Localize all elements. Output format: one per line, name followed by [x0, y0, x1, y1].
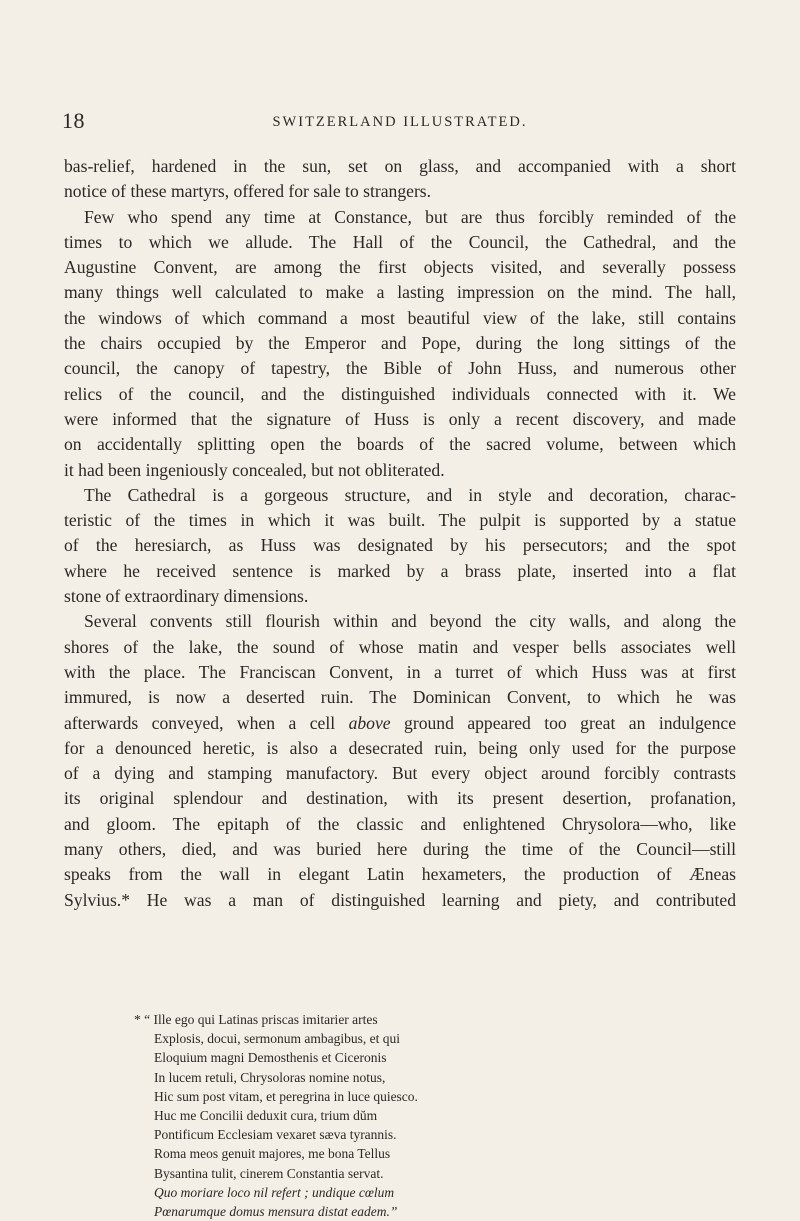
text-line: council, the canopy of tapestry, the Bible of John Huss, and numerous other: [64, 358, 736, 379]
footnote-line: In lucem retuli, Chrysoloras nomine notus,: [154, 1069, 386, 1085]
text-line: notice of these martyrs, offered for sale to strangers.: [64, 181, 432, 202]
text-line: shores of the lake, the sound of whose matin and vesper bells associates well: [64, 636, 736, 657]
text-line: were informed that the signature of Huss is only a recent discovery, and made: [64, 408, 736, 429]
text-line: many things well calculated to make a lasting impression on the mind. The hall,: [64, 282, 736, 303]
text-line-with-emphasis: [64, 711, 736, 736]
text-line: many others, died, and was buried here during the time of the Council—still: [64, 839, 736, 860]
footnote-line: Huc me Concilii deduxit cura, trium dŭm: [154, 1107, 378, 1123]
running-head: SWITZERLAND ILLUSTRATED.: [272, 114, 528, 130]
text-fragment: ground appeared too great an indulgence: [404, 712, 736, 733]
footnote-line: * “ Ille ego qui Latinas priscas imitarier artes: [134, 1012, 378, 1027]
text-line: Few who spend any time at Constance, but are thus forcibly reminded of the: [84, 206, 736, 227]
text-line: on accidentally splitting open the boards of the sacred volume, between which: [64, 434, 736, 455]
footnote-line: Bysantina tulit, cinerem Constantia servat.: [154, 1165, 384, 1181]
text-line: for a denounced heretic, is also a desecrated ruin, being only used for the purpose: [64, 737, 736, 758]
text-line: its original splendour and destination, with its present desertion, profanation,: [64, 788, 736, 809]
text-line: speaks from the wall in elegant Latin hexameters, the production of Æneas: [64, 864, 736, 885]
text-line: Augustine Convent, are among the first objects visited, and severally possess: [64, 257, 736, 278]
page-header: [60, 108, 740, 136]
footnote-line: Pontificum Ecclesiam vexaret sæva tyrannis.: [154, 1127, 397, 1143]
text-line: where he received sentence is marked by a brass plate, inserted into a flat: [64, 560, 736, 581]
text-line: and gloom. The epitaph of the classic and enlightened Chrysolora—who, like: [64, 813, 736, 834]
text-line: of a dying and stamping manufactory. But every object around forcibly contrasts: [64, 763, 736, 784]
text-line: immured, is now a deserted ruin. The Dominican Convent, to which he was: [64, 687, 736, 708]
text-line: bas-relief, hardened in the sun, set on glass, and accompanied with a short: [64, 156, 736, 176]
text-line: times to which we allude. The Hall of the Council, the Cathedral, and the: [64, 231, 736, 252]
footnote-line: Quo moriare loco nil refert ; undique cœlum: [154, 1184, 395, 1200]
footnote-line: Pœnarumque domus mensura distat eadem.”: [154, 1203, 398, 1219]
page-number: 18: [62, 108, 85, 133]
text-line: with the place. The Franciscan Convent, in a turret of which Huss was at first: [64, 661, 736, 682]
text-line: stone of extraordinary dimensions.: [64, 586, 309, 607]
footnote: [64, 1010, 736, 1221]
text-line: the windows of which command a most beautiful view of the lake, still contains: [64, 307, 736, 328]
footnote-line: Roma meos genuit majores, me bona Tellus: [154, 1146, 391, 1162]
text-line: relics of the council, and the distinguished individuals connected with it. We: [64, 383, 736, 404]
body-text: [64, 154, 736, 913]
footnote-line: Eloquium magni Demosthenis et Ciceronis: [154, 1050, 387, 1066]
text-line: Sylvius.* He was a man of distinguished learning and piety, and contributed: [64, 889, 736, 910]
text-line: The Cathedral is a gorgeous structure, and in style and decoration, charac-: [84, 484, 736, 505]
footnote-line: Hic sum post vitam, et peregrina in luce quiesco.: [154, 1088, 418, 1104]
text-line: teristic of the times in which it was built. The pulpit is supported by a statue: [64, 510, 736, 531]
text-line: Several convents still flourish within and beyond the city walls, and along the: [84, 611, 736, 632]
footnote-line: Explosis, docui, sermonum ambagibus, et qui: [154, 1031, 400, 1047]
text-fragment: afterwards conveyed, when a cell: [64, 712, 336, 733]
emphasis-word: above: [348, 712, 391, 733]
text-line: it had been ingeniously concealed, but not obliterated.: [64, 459, 445, 480]
text-line: the chairs occupied by the Emperor and Pope, during the long sittings of the: [64, 333, 736, 354]
text-line: of the heresiarch, as Huss was designated by his persecutors; and the spot: [64, 535, 736, 556]
